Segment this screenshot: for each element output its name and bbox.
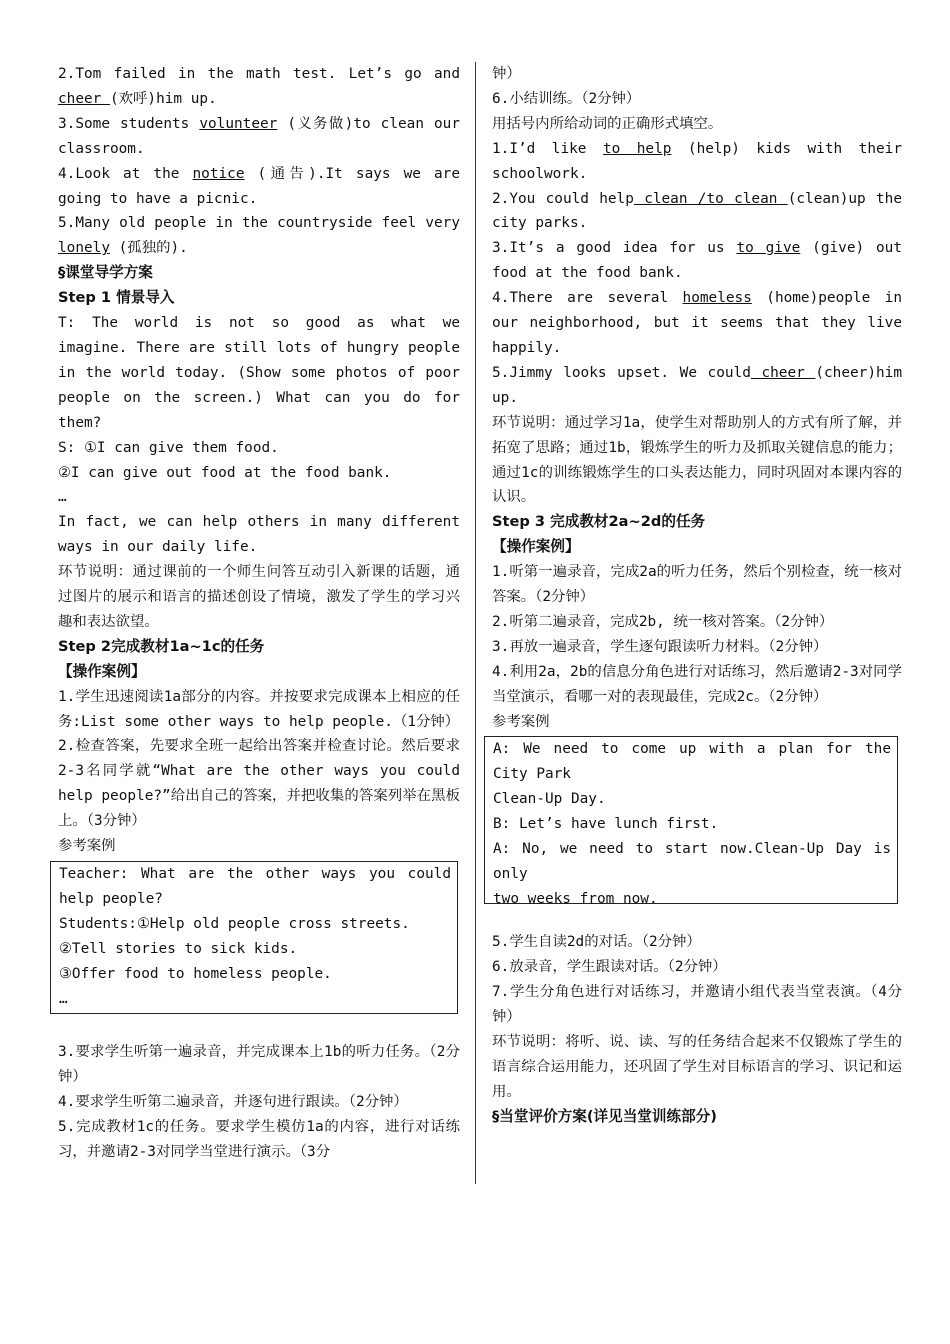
answer-blank: notice: [192, 165, 245, 182]
step3-note: 环节说明：将听、说、读、写的任务结合起来不仅锻炼了学生的语言综合运用能力，还巩固了学生对目标语言的学习、识记和运用。: [492, 1034, 902, 1100]
answer-blank: cheer: [750, 364, 816, 381]
exercise-instruction: 用括号内所给动词的正确形式填空。: [492, 115, 723, 132]
item-text: 2.You could help: [492, 190, 634, 207]
case-heading: 【操作案例】: [58, 662, 146, 680]
item-text: (欢呼)him up.: [109, 90, 217, 107]
step2-item-5: 5.完成教材1c的任务。要求学生模仿1a的内容，进行对话练习，并邀请2-3对同学当堂进行演示。（3分: [58, 1118, 460, 1160]
step3-item-3: 3.再放一遍录音，学生逐句跟读听力材料。（2分钟）: [492, 638, 828, 655]
box-line: A: No, we need to start now.Clean-Up Day is only: [493, 841, 891, 882]
step1-teacher-line: T: The world is not so good as what we imagine. There are still lots of hungry people in the world today. (Show some photos of poor people on the screen.) What can you do for them?: [58, 315, 460, 431]
item-text: (help) kids with their schoolwork.: [492, 140, 902, 182]
item-text: (home)people in our neighborhood, but it seems that they live happily.: [492, 290, 902, 356]
step1-fact: In fact, we can help others in many different ways in our daily life.: [58, 514, 460, 556]
exercise-item-3: [58, 112, 460, 162]
item-text: 5.Many old people in the countryside feel very: [58, 215, 460, 232]
step3-item-2: 2.听第二遍录音，完成2b, 统一核对答案。（2分钟）: [492, 613, 834, 630]
exercise-item-2: [492, 187, 902, 237]
step3-item-1: 1.听第一遍录音，完成2a的听力任务，然后个别检查，统一核对答案。（2分钟）: [492, 564, 902, 606]
item-text: (义务做)to clean our classroom.: [58, 115, 461, 157]
step3-item-7: 7.学生分角色进行对话练习，并邀请小组代表当堂表演。（4分钟）: [492, 984, 902, 1026]
reference-box: [484, 736, 898, 907]
case-heading: 【操作案例】: [492, 538, 580, 556]
ellipsis: …: [58, 489, 67, 506]
continued-text: 钟）: [492, 66, 521, 82]
box-line: Teacher: What are the other ways you could help people?: [59, 866, 451, 907]
item-text: 5.Jimmy looks upset. We could: [492, 364, 751, 381]
exercise-item-4: [58, 162, 460, 212]
right-column: [492, 62, 902, 1130]
box-line: two weeks from now.: [493, 890, 658, 907]
item-text: (通告).It says we are going to have a picnic.: [58, 165, 461, 207]
step2-heading: Step 2完成教材1a~1c的任务: [58, 637, 265, 655]
step2-item-3: 3.要求学生听第一遍录音，并完成课本上1b的听力任务。（2分钟）: [58, 1044, 460, 1085]
step1-student-line: ②I can give out food at the food bank.: [58, 464, 392, 481]
item-text: (cheer)him up.: [492, 364, 902, 406]
answer-blank: volunteer: [199, 115, 278, 132]
step3-heading: Step 3 完成教材2a~2d的任务: [492, 513, 706, 531]
box-line: Clean-Up Day.: [493, 791, 606, 808]
step2-item-6: 6.小结训练。（2分钟）: [492, 90, 641, 107]
step1-student-line: S: ①I can give them food.: [58, 439, 279, 456]
step2-item-2: 2.检查答案，先要求全班一起给出答案并检查讨论。然后要求2-3名同学就“What are the other ways you could help people?”给出自己的答案，并把收集的答案列举在黑板上。（3分钟）: [58, 738, 460, 830]
step3-item-6: 6.放录音，学生跟读对话。（2分钟）: [492, 959, 727, 976]
answer-blank: lonely: [58, 240, 110, 257]
reference-label: 参考案例: [492, 713, 550, 730]
step2-item-1: 1.学生迅速阅读1a部分的内容。并按要求完成课本上相应的任务:List some other ways to help people.（1分钟）: [58, 688, 460, 730]
exercise-item-5: [58, 211, 460, 261]
reference-label: 参考案例: [58, 838, 116, 855]
answer-blank: to give: [736, 240, 801, 257]
box-line: ②Tell stories to sick kids.: [59, 940, 298, 957]
step2-note: 环节说明：通过学习1a，使学生对帮助别人的方式有所了解，并拓宽了思路；通过1b，锻炼学生的听力及抓取关键信息的能力；通过1c的训练锻炼学生的口头表达能力，同时巩固对本课内容的认识。: [492, 414, 902, 506]
box-line: B: Let’s have lunch first.: [493, 816, 719, 833]
answer-blank: cheer: [58, 90, 110, 107]
exercise-item-3: [492, 236, 902, 286]
column-divider: [475, 62, 476, 1184]
answer-blank: to help: [602, 140, 672, 157]
item-text: 4.Look at the: [58, 165, 193, 182]
item-text: (孤独的).: [109, 240, 188, 257]
item-text: 3.Some students: [58, 115, 200, 132]
exercise-item-5: [492, 361, 902, 411]
left-column: [58, 62, 460, 1165]
step3-item-4: 4.利用2a，2b的信息分角色进行对话练习，然后邀请2-3对同学当堂演示，看哪一对的表现最佳，完成2c。（2分钟）: [492, 663, 902, 705]
box-line: …: [59, 990, 68, 1007]
box-line: Students:①Help old people cross streets.: [59, 915, 410, 932]
section-heading: §当堂评价方案(详见当堂训练部分): [492, 1107, 717, 1125]
box-line: A: We need to come up with a plan for the City Park: [493, 741, 891, 783]
item-text: 2.Tom failed in the math test. Let’s go and: [58, 66, 460, 82]
box-line: ③Offer food to homeless people.: [59, 965, 332, 982]
item-text: 1.I’d like: [492, 140, 603, 157]
item-text: 3.It’s a good idea for us: [492, 240, 737, 257]
exercise-item-2: [58, 62, 460, 112]
answer-blank: homeless: [682, 290, 752, 307]
reference-box: [50, 861, 458, 1014]
answer-blank: clean /to clean: [633, 190, 788, 207]
item-text: (give) out food at the food bank.: [492, 240, 902, 282]
item-text: 4.There are several: [492, 290, 683, 307]
step2-item-4: 4.要求学生听第二遍录音，并逐句进行跟读。（2分钟）: [58, 1093, 408, 1110]
item-text: (clean)up the city parks.: [492, 190, 902, 232]
step1-heading: Step 1 情景导入: [58, 289, 175, 307]
step1-note: 环节说明：通过课前的一个师生问答互动引入新课的话题，通过图片的展示和语言的描述创设了情境，激发了学生的学习兴趣和表达欲望。: [58, 564, 460, 630]
exercise-item-1: [492, 137, 902, 187]
step3-item-5: 5.学生自读2d的对话。（2分钟）: [492, 934, 701, 951]
exercise-item-4: [492, 286, 902, 361]
section-heading: §课堂导学方案: [58, 264, 153, 282]
